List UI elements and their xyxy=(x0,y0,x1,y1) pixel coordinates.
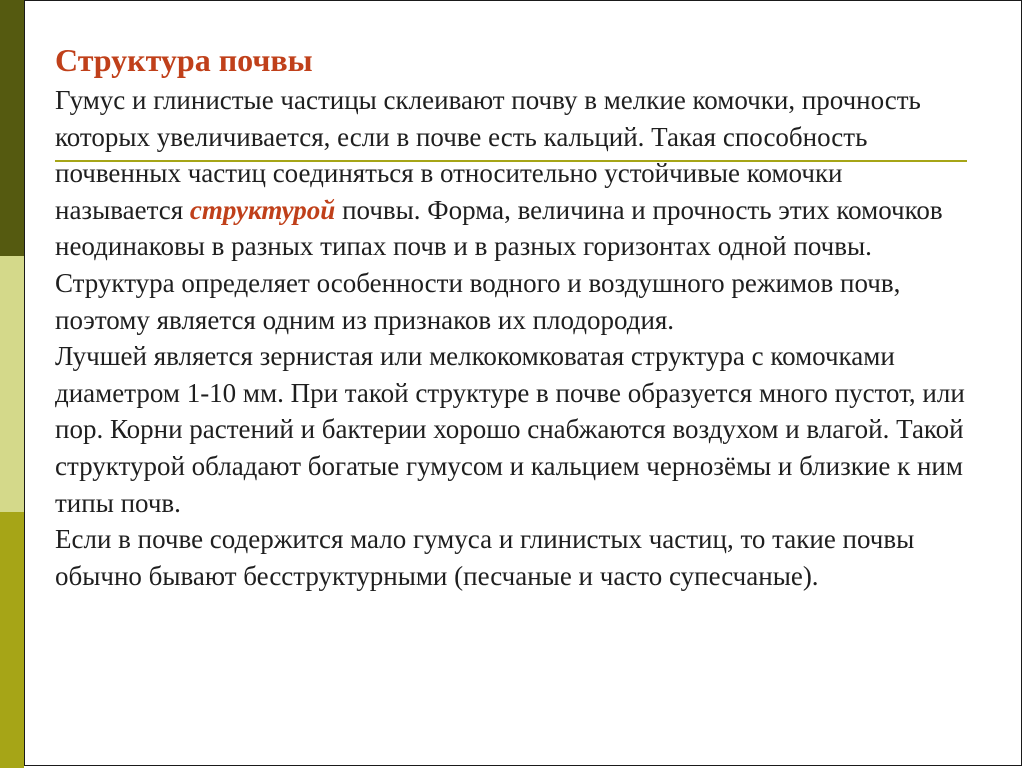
side-bar-bottom xyxy=(0,512,24,768)
slide-title: Структура почвы xyxy=(55,42,313,78)
paragraph-1-before: Гумус и глинистые частицы склеивают почву в мелкие комочки, прочность которых увеличивается, если в почве есть кальций. Такая способность почвенных частиц соединяться в относительно устойчивые комочки называется xyxy=(55,85,921,225)
side-bar-middle xyxy=(0,256,24,512)
paragraph-2: Лучшей является зернистая или мелкокомковатая структура с комочками диаметром 1-10 мм. При такой структуре в почве образуется много пустот, или пор. Корни растений и бактерии хорошо снабжаются воздухом и влагой. Такой структурой обладают богатые гумусом и кальцием чернозёмы и близкие к ним типы почв. xyxy=(55,341,965,518)
paragraph-1-after: почвы. Форма, величина и прочность этих комочков неодинаковы в разных типах почв и в разных горизонтах одной почвы. Структура определяет особенности водного и воздушного режимов почв, поэтому является одним из признаков их плодородия. xyxy=(55,194,943,335)
highlight-term: структурой xyxy=(189,194,336,225)
slide-body xyxy=(55,82,975,594)
paragraph-3: Если в почве содержится мало гумуса и глинистых частиц, то такие почвы обычно бывают бесструктурными (песчаные и часто супесчаные). xyxy=(55,524,915,591)
side-bar-top xyxy=(0,0,24,256)
paragraph-1 xyxy=(55,82,975,338)
